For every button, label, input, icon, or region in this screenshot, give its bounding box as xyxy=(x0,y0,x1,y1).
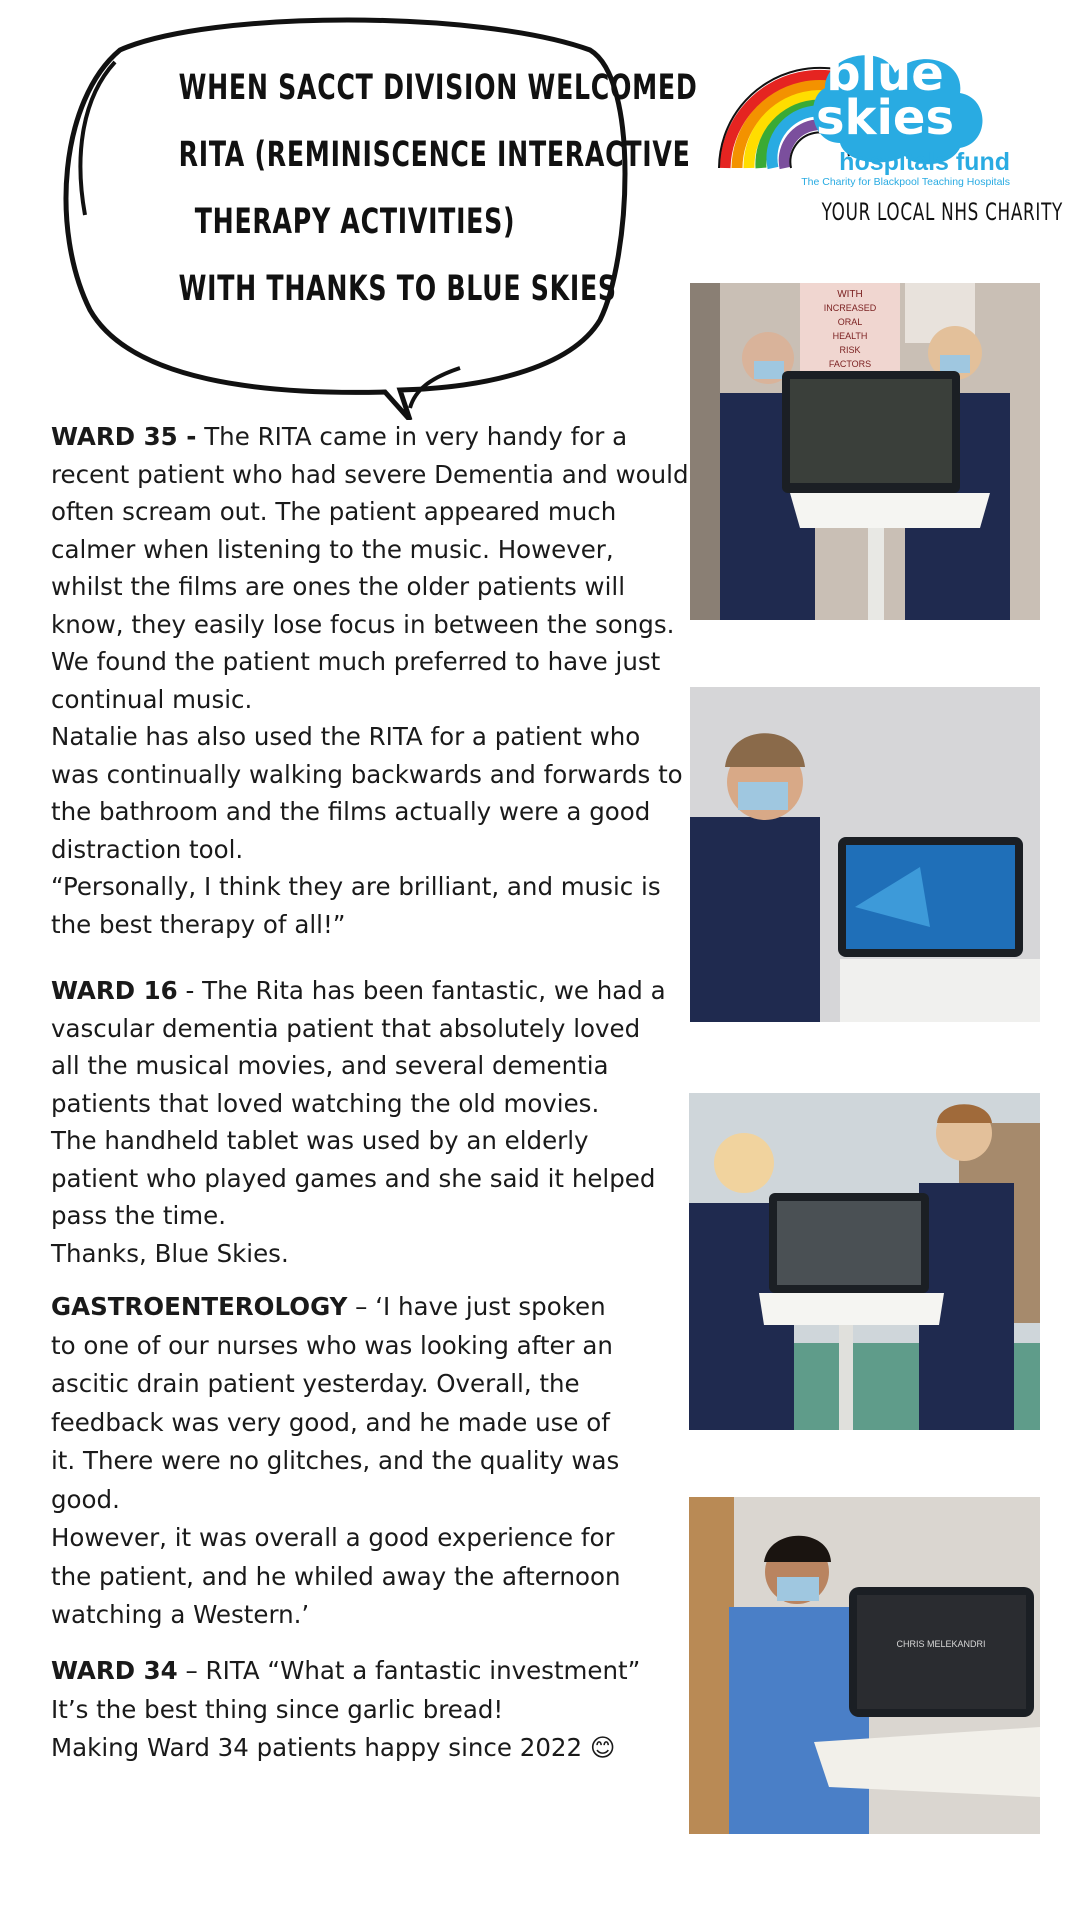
ward-16-paragraph-2: The handheld tablet was used by an elderly patient who played games and she said it helped pass the time. xyxy=(51,1126,656,1230)
poster-line-5: RISK xyxy=(839,345,861,355)
ward-35-section xyxy=(51,418,691,943)
logo-charity-text: YOUR LOCAL NHS CHARITY xyxy=(821,198,1064,226)
logo-word-blue: blue xyxy=(826,46,944,102)
poster-line-4: HEALTH xyxy=(832,331,868,341)
bubble-line-3: THERAPY ACTIVITIES) xyxy=(194,202,516,242)
bubble-heading xyxy=(178,55,698,323)
poster-line-3: ORAL xyxy=(837,317,863,327)
ward-35-quote: “Personally, I think they are brilliant, and music is the best therapy of all!” xyxy=(51,872,661,939)
gastro-intro: – ‘I have just spoken to one of our nurses who was looking after an ascitic drain patient yesterday. Overall, the feedback was very good, and he made use of it. There were no glitches, and the quality was good. xyxy=(51,1292,620,1514)
bubble-line-1: WHEN SACCT DIVISION WELCOMED xyxy=(178,68,698,108)
logo-tagline: The Charity for Blackpool Teaching Hospitals xyxy=(801,176,1010,188)
photo-ward-34-nurse xyxy=(689,1497,1040,1834)
logo-wordmark xyxy=(815,46,955,146)
gastroenterology-section xyxy=(51,1288,636,1635)
screen-title: CHRIS MELEKANDRI xyxy=(896,1639,986,1649)
ward-35-intro: The RITA came in very handy for a recent patient who had severe Dementia and would often scream out. The patient appeared much calmer when listening to the music. However, whilst the films are ones the older patients will know, they easily lose focus in between the songs. We found the patient much preferred to have just continual music. xyxy=(51,422,689,714)
ward-35-paragraph-1 xyxy=(51,418,691,718)
gastro-paragraph-1 xyxy=(51,1288,636,1519)
poster-line-6: FACTORS xyxy=(828,359,872,369)
poster-line-1: WITH xyxy=(837,289,863,300)
ward-35-heading: WARD 35 - xyxy=(51,422,197,451)
ward-34-intro: – RITA “What a fantastic investment” xyxy=(177,1656,641,1685)
photo-ward-16-nurses xyxy=(689,1093,1040,1430)
ward-16-thanks: Thanks, Blue Skies. xyxy=(51,1238,289,1268)
ward-34-paragraph-1 xyxy=(51,1652,671,1691)
ward-16-paragraph-1 xyxy=(51,972,671,1122)
ward-35-paragraph-2: Natalie has also used the RITA for a patient who was continually walking backwards and forwards to the bathroom and the films actually were a good distraction tool. xyxy=(51,722,683,864)
ward-34-heading: WARD 34 xyxy=(51,1656,178,1685)
bubble-line-4: WITH THANKS TO BLUE SKIES xyxy=(178,269,617,309)
bubble-line-2: RITA (REMINISCENCE INTERACTIVE xyxy=(178,135,691,175)
ward-16-heading: WARD 16 xyxy=(51,976,178,1005)
gastro-paragraph-2: However, it was overall a good experience for the patient, and he whiled away the afternoon watching a Western.’ xyxy=(51,1523,621,1629)
ward-16-intro: - The Rita has been fantastic, we had a vascular dementia patient that absolutely loved all the musical movies, and several dementia patients that loved watching the old movies. xyxy=(51,976,666,1118)
logo-word-skies: skies xyxy=(815,90,955,146)
ward-34-section xyxy=(51,1652,671,1768)
ward-34-paragraph-2: It’s the best thing since garlic bread! xyxy=(51,1694,504,1724)
poster-line-2: INCREASED xyxy=(823,303,877,313)
ward-16-section xyxy=(51,972,671,1272)
gastro-heading: GASTROENTEROLOGY xyxy=(51,1292,348,1321)
photo-ward-35-natalie xyxy=(690,687,1040,1022)
logo-fund-text: hospitals fund xyxy=(839,148,1010,176)
ward-34-paragraph-3: Making Ward 34 patients happy since 2022 😊 xyxy=(51,1733,616,1762)
photo-ward-35-nurses xyxy=(690,283,1040,620)
